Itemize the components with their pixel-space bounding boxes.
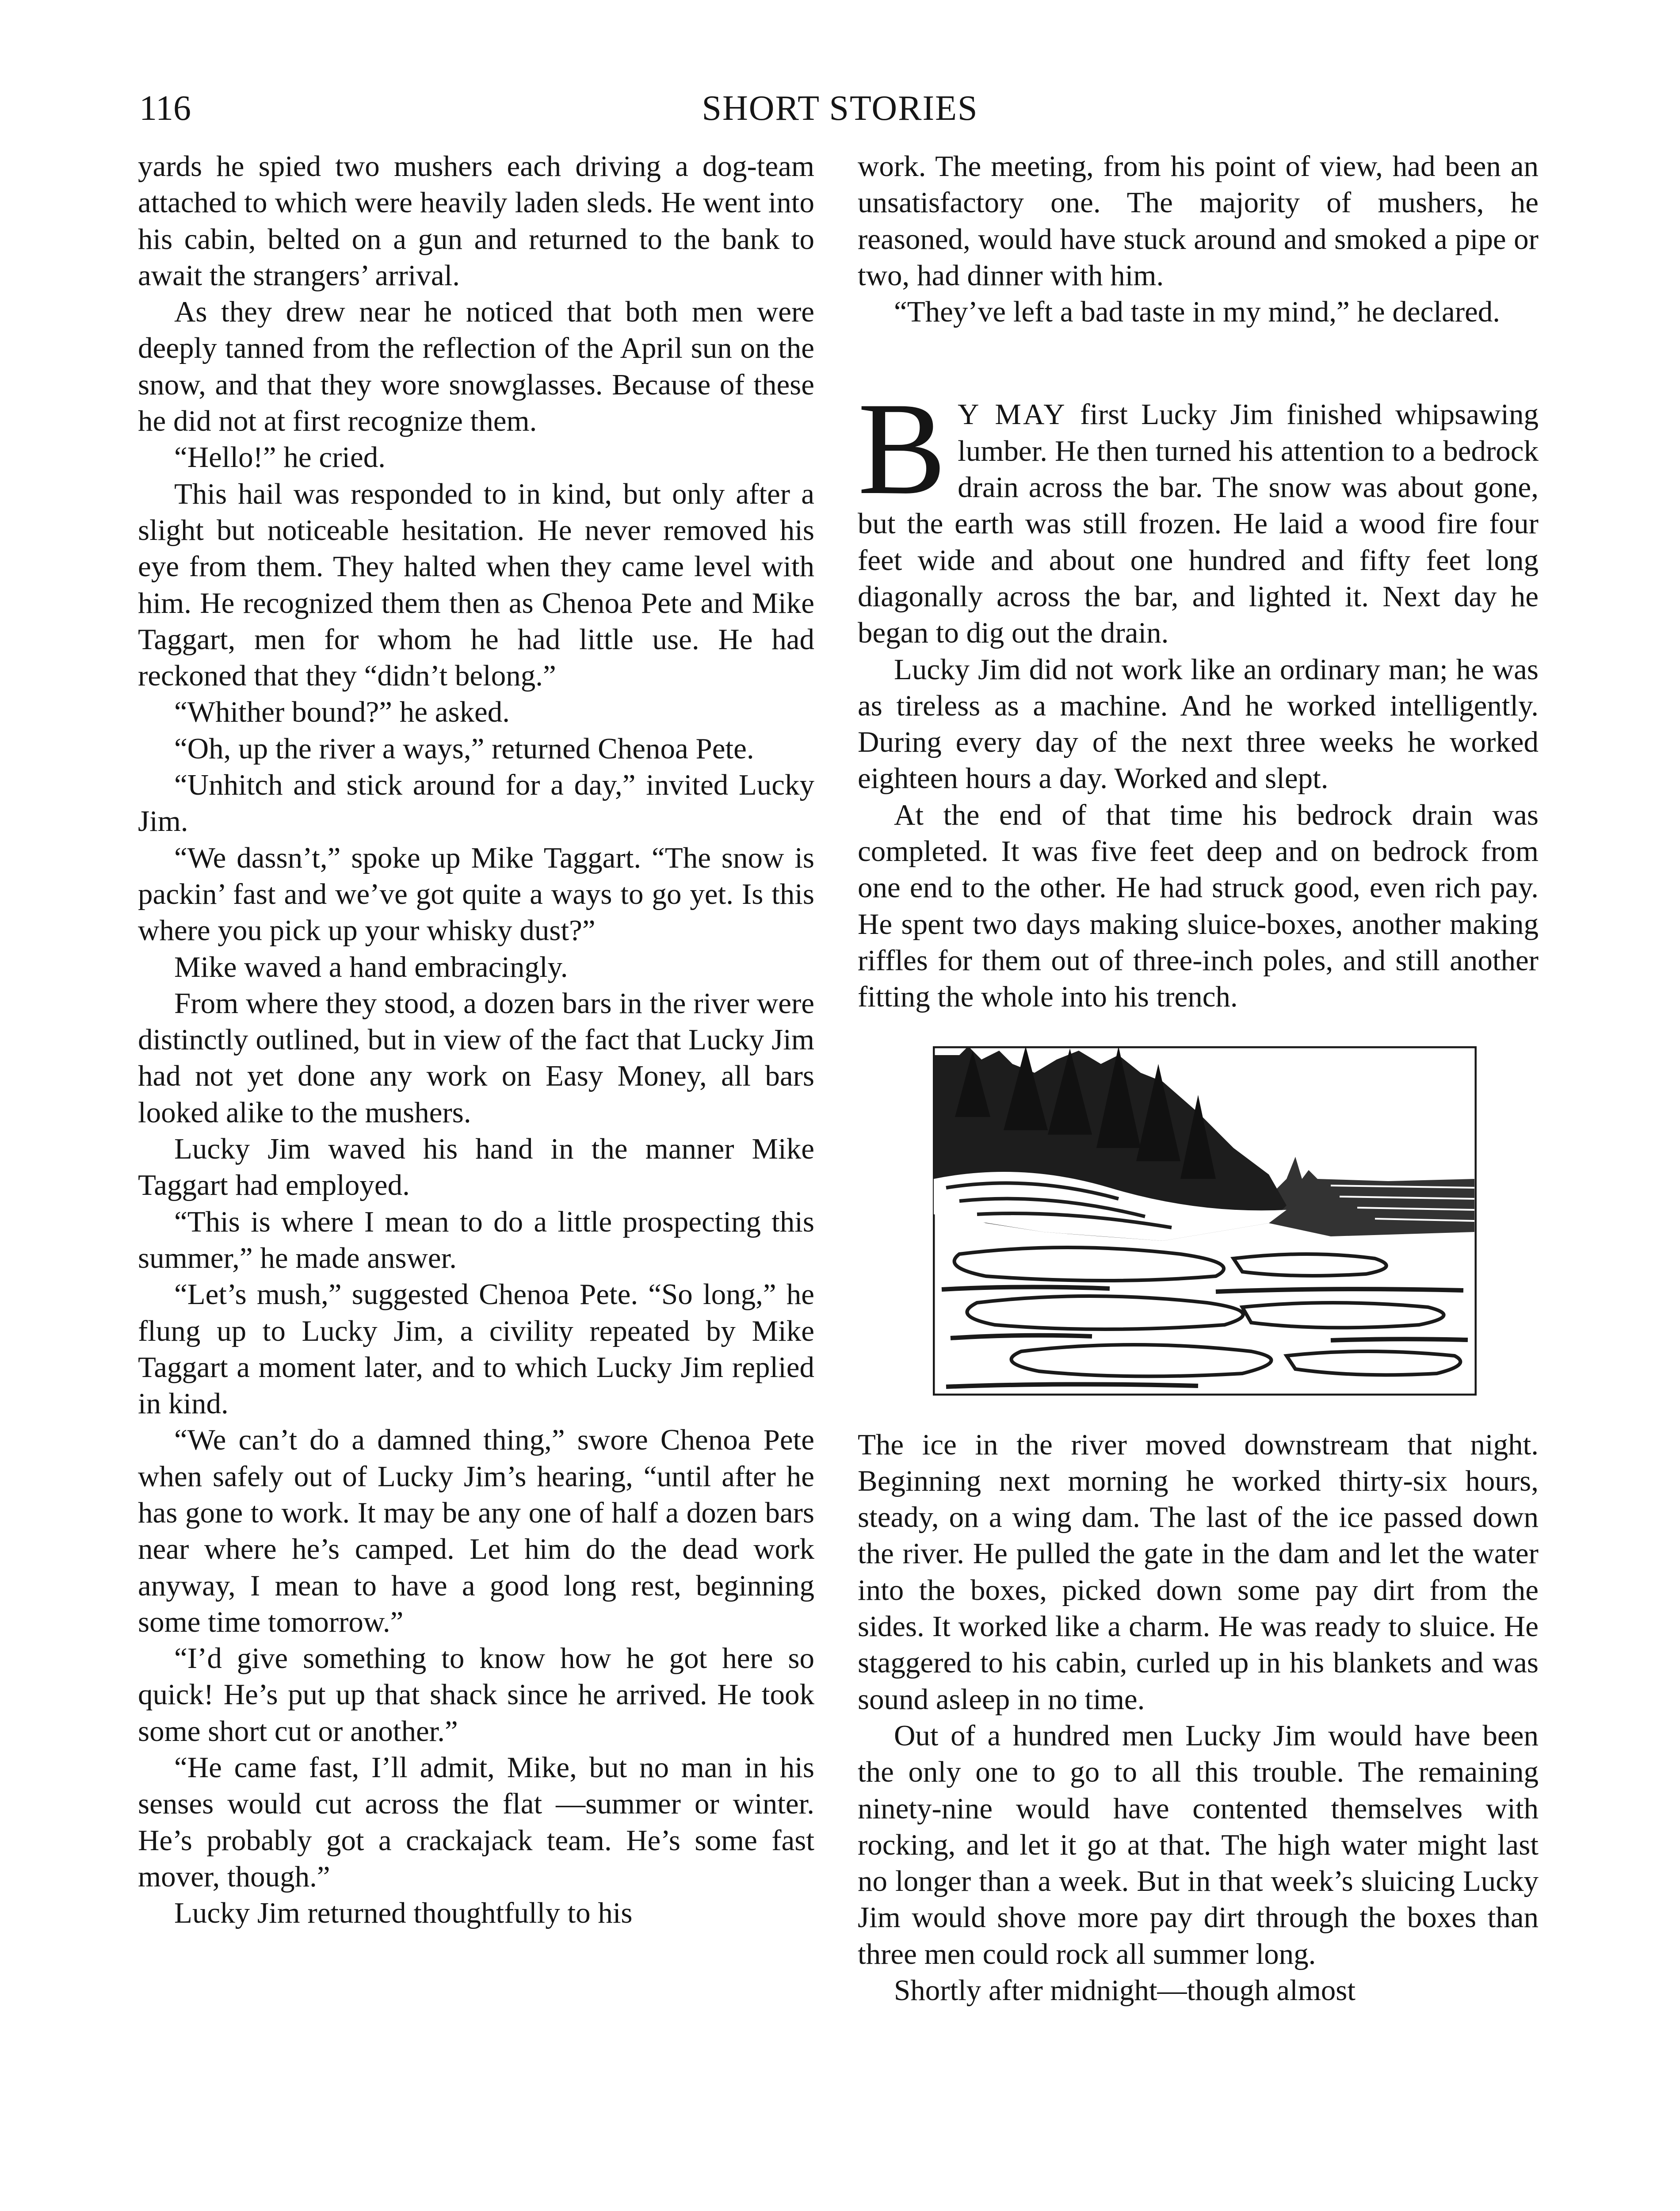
paragraph: The ice in the river moved downstream that night. Beginning next morning he worked thirty-six hours, steady, on a wing dam. The last of the ice passed down the river. He pulled the gate in the dam and let the water into the boxes, picked down some pay dirt from the sides. It worked like a charm. He was ready to sluice. He staggered to his cabin, curled up in his blankets and was sound asleep in no time. — [858, 1428, 1539, 1716]
paragraph: Mike waved a hand embracingly. — [174, 950, 568, 983]
paragraph: “Hello!” he cried. — [174, 441, 386, 474]
paragraph: Lucky Jim returned thoughtfully to his — [174, 1897, 633, 1930]
paragraph: “He came fast, I’ll admit, Mike, but no man in his senses would cut across the flat —summer or winter. He’s probably got a crackajack team. He’s some fast mover, though.” — [138, 1751, 814, 1893]
river-ice-illustration — [933, 1046, 1477, 1396]
paragraph: Shortly after midnight—though almost — [894, 1974, 1355, 2007]
opening-smallcaps: Y MAY — [958, 398, 1067, 431]
paragraph: “We can’t do a damned thing,” swore Chenoa Pete when safely out of Lucky Jim’s hearing, “until after he has gone to work. It may be any one of half a dozen bars near where he’s camped. Let him do the dead work anyway, I mean to have a good long rest, beginning some time tomorrow.” — [138, 1423, 814, 1638]
paragraph: At the end of that time his bedrock drain was completed. It was five feet deep and on bedrock from one end to the other. He had struck good, even rich pay. He spent two days making sluice-boxes, another making riffles for them out of three-inch poles, and still another fitting the whole into his trench. — [858, 798, 1539, 1014]
drop-cap-paragraph — [858, 375, 1539, 651]
paragraph: From where they stood, a dozen bars in the river were distinctly outlined, but in view of the fact that Lucky Jim had not yet done any work on Easy Money, all bars looked alike to the mushers. — [138, 987, 814, 1129]
paragraph: “Let’s mush,” suggested Chenoa Pete. “So long,” he flung up to Lucky Jim, a civility repeated by Mike Taggart a moment later, and to which Lucky Jim replied in kind. — [138, 1278, 814, 1420]
page-number: 116 — [139, 89, 191, 128]
paragraph: “I’d give something to know how he got here so quick! He’s put up that shack since he arrived. He took some short cut or another.” — [138, 1642, 814, 1748]
paragraph: “They’ve left a bad taste in my mind,” he declared. — [894, 295, 1501, 329]
paragraph: “Oh, up the river a ways,” returned Chenoa Pete. — [174, 732, 754, 765]
paragraph: Out of a hundred men Lucky Jim would have been the only one to go to all this trouble. The remaining ninety-nine would have contented themselves with rocking, and let it go at that. The high water might last no longer than a week. But in that week’s sluicing Lucky Jim would shove more pay dirt through the boxes than three men could rock all summer long. — [858, 1719, 1539, 1970]
paragraph: yards he spied two mushers each driving a dog-team attached to which were heavily laden sleds. He went into his cabin, belted on a gun and returned to the bank to await the strangers’ arrival. — [138, 150, 814, 292]
paragraph: Lucky Jim waved his hand in the manner Mike Taggart had employed. — [138, 1132, 814, 1202]
paragraph: This hail was responded to in kind, but only after a slight but noticeable hesitation. He never removed his eye from them. They halted when they came level with him. He recognized them then as Chenoa Pete and Mike Taggart, men for whom he had little use. He had reckoned that they “didn’t belong.” — [138, 477, 814, 692]
paragraph: “This is where I mean to do a little prospecting this summer,” he made answer. — [138, 1205, 814, 1274]
section-break — [858, 330, 1539, 396]
paragraph: “We dassn’t,” spoke up Mike Taggart. “The snow is packin’ fast and we’ve got quite a ways to go yet. Is this where you pick up your whisky dust?” — [138, 841, 814, 947]
paragraph: “Whither bound?” he asked. — [174, 696, 510, 729]
paragraph: “Unhitch and stick around for a day,” invited Lucky Jim. — [138, 769, 814, 838]
paragraph: work. The meeting, from his point of view, had been an unsatisfactory one. The majority of mushers, he reasoned, would have stuck around and smoked a pipe or two, had dinner with him. — [858, 150, 1539, 292]
right-column — [858, 148, 1539, 2211]
paragraph: As they drew near he noticed that both men were deeply tanned from the reflection of the April sun on the snow, and that they wore snowglasses. Because of these he did not at first recognize them. — [138, 295, 814, 438]
drop-cap-letter: B — [858, 375, 947, 522]
left-column — [138, 148, 814, 2211]
running-title: SHORT STORIES — [702, 89, 978, 128]
ice-floes — [955, 1247, 1461, 1376]
drop-cap-paragraph-text: first Lucky Jim finished whipsawing lumber. He then turned his attention to a bedrock drain across the bar. The snow was about gone, but the earth was still frozen. He laid a wood fire four feet wide and about one hundred and fifty feet long diagonally across the bar, and lighted it. Next day he began to dig out the drain. — [858, 398, 1539, 650]
paragraph: Lucky Jim did not work like an ordinary man; he was as tireless as a machine. And he worked intelligently. During every day of the next three weeks he worked eighteen hours a day. Worked and slept. — [858, 653, 1539, 795]
